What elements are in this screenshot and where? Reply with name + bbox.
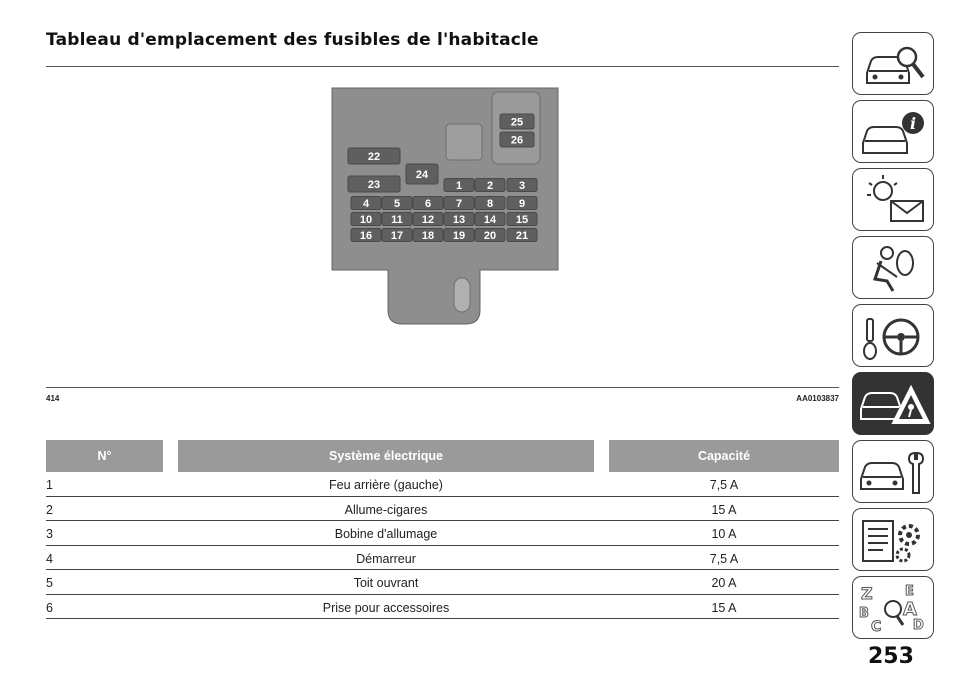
tab-safety[interactable] [852,236,934,299]
fuse-slot-10 [351,213,381,227]
fuse-label: 16 [359,230,373,242]
fuse-label: 20 [483,230,497,242]
cell-number: 4 [46,551,53,566]
fuse-label: 5 [393,198,401,210]
fuse-label: 22 [367,151,381,163]
fuse-slot-1 [444,179,474,193]
fuse-label: 8 [486,198,494,210]
car-breakdown-warning-icon [853,373,935,436]
header-capacity: Capacité [609,440,839,472]
svg-text:B: B [859,606,869,621]
header-number: N° [46,440,163,472]
fuse-slot-16 [351,229,381,243]
fuse-label: 18 [421,230,435,242]
fuse-slot-23 [348,176,400,192]
svg-text:i: i [909,114,917,133]
seat-airbag-icon [853,237,935,300]
fuse-slot-21 [507,229,537,243]
fuse-label: 6 [424,198,432,210]
fuse-slot-19 [444,229,474,243]
section-title: Tableau d'emplacement des fusibles de l'habitacle [46,30,539,50]
fuse-label: 24 [415,169,429,181]
tab-warning-lights[interactable] [852,168,934,231]
tab-dashboard-info[interactable] [852,100,934,163]
table-header [46,440,839,472]
figure-reference: AA0103837 [796,394,839,403]
fuse-label: 11 [391,214,403,226]
table-row [46,570,839,595]
fuse-label: 2 [486,180,494,192]
car-info-icon [853,101,935,164]
table-row [46,497,839,522]
fuse-slot-3 [507,179,537,193]
cell-number: 1 [46,478,53,492]
tab-knowing-car[interactable] [852,32,934,95]
cell-capacity: 15 A [711,502,737,517]
fuse-label: 15 [515,214,529,226]
svg-text:Z: Z [861,584,873,603]
table-row [46,595,839,620]
fuse-label: 17 [390,230,404,242]
fuse-slot-26 [500,132,534,147]
table-row [46,472,839,497]
svg-text:D: D [913,618,924,633]
tab-starting-driving[interactable] [852,304,934,367]
alphabetical-index-icon [853,577,935,640]
fuse-slot-4 [351,197,381,211]
fuse-label: 19 [452,230,466,242]
fuse-slot-8 [475,197,505,211]
fuse-label: 10 [359,214,373,226]
fuse-slot-22 [348,148,400,164]
title-divider [46,66,839,67]
cell-capacity: 10 A [711,527,737,541]
fuse-label: 23 [367,179,381,191]
fuse-box-diagram [330,84,560,328]
car-wrench-icon [853,441,935,504]
fuse-slot-13 [444,213,474,227]
fuse-slot-15 [507,213,537,227]
warning-light-envelope-icon [853,169,935,232]
fuse-label: 7 [455,198,463,210]
fuse-label: 14 [483,214,497,226]
fuse-table [46,440,839,619]
svg-text:C: C [871,619,882,635]
tab-technical-data[interactable] [852,508,934,571]
fuse-label: 9 [518,198,526,210]
figure-divider [46,387,839,388]
fuse-label: 25 [510,116,524,129]
fuse-label: 1 [455,180,463,192]
svg-text:E: E [905,584,914,599]
cell-system: Allume-cigares [344,502,428,517]
fuse-label: 13 [452,214,466,226]
fuse-slot-25 [500,114,534,129]
cell-capacity: 20 A [711,576,737,590]
cell-system: Toit ouvrant [353,576,419,590]
fuse-slot-14 [475,213,505,227]
fuse-label: 3 [518,180,526,192]
cell-number: 2 [46,502,53,517]
cell-capacity: 7,5 A [709,551,739,566]
fuse-slot-9 [507,197,537,211]
cell-system: Démarreur [356,551,416,566]
cell-system: Bobine d'allumage [334,527,438,541]
tab-emergency[interactable] [852,372,934,435]
fuse-label: 26 [510,134,524,147]
fuse-slot-12 [413,213,443,227]
fuse-slot-5 [382,197,412,211]
cell-number: 5 [46,576,53,590]
fuse-slot-7 [444,197,474,211]
fuse-slot-6 [413,197,443,211]
steering-wheel-key-icon [853,305,935,368]
table-row [46,546,839,571]
car-magnifier-icon [853,33,935,96]
fuse-slot-24 [406,164,438,184]
fuse-slot-11 [382,213,412,227]
cell-system: Prise pour accessoires [322,600,450,615]
table-row [46,521,839,546]
fuse-slot-2 [475,179,505,193]
cell-capacity: 7,5 A [709,478,739,492]
tab-index[interactable] [852,576,934,639]
cell-number: 3 [46,527,53,541]
figure-number: 414 [46,394,60,403]
cell-system: Feu arrière (gauche) [329,478,443,492]
cell-capacity: 15 A [711,600,737,615]
header-system: Système électrique [178,440,594,472]
fuse-label: 4 [362,198,370,210]
page-number: 253 [868,644,914,669]
fuse-label: 12 [421,214,435,226]
svg-text:A: A [903,599,917,620]
cell-number: 6 [46,600,53,615]
fuse-slot-18 [413,229,443,243]
tab-maintenance[interactable] [852,440,934,503]
fuse-slot-17 [382,229,412,243]
fuse-label: 21 [515,230,529,242]
fuse-slot-20 [475,229,505,243]
specs-gear-icon [853,509,935,572]
